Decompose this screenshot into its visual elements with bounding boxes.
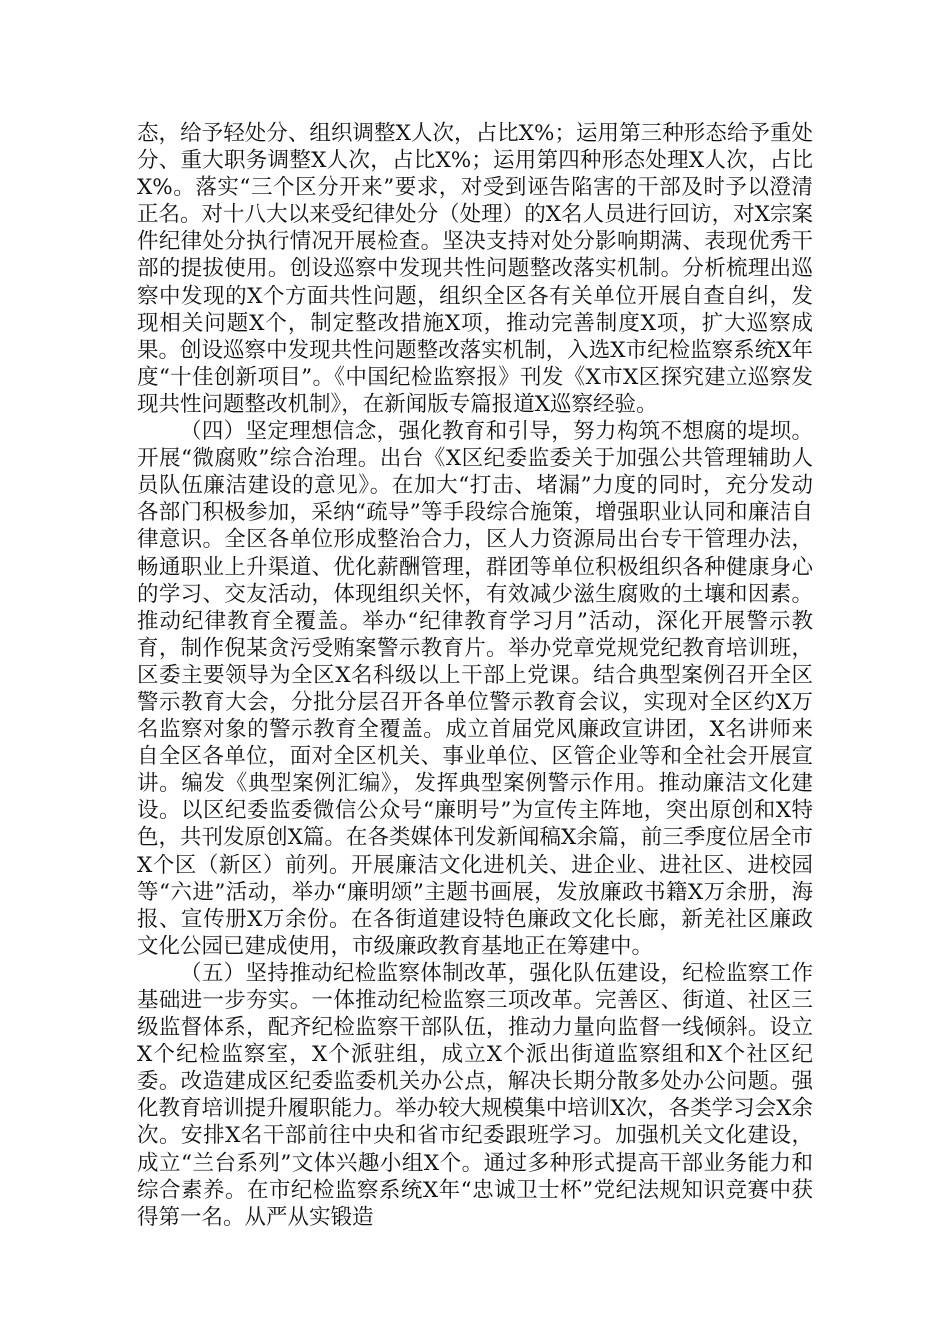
- paragraph-continued-third-section: 态，给予轻处分、组织调整X人次，占比X%；运用第三种形态给予重处分、重大职务调整X人次，占比X%；运用第四种形态处理X人次，占比X%。落实“三个区分开来”要求，对受到诬告陷害的干部及时予以澄清正名。对十八大以来受纪律处分（处理）的X名人员进行回访，对X宗案件纪律处分执行情况开展检查。坚决支持对处分影响期满、表现优秀干部的提拔使用。创设巡察中发现共性问题整改落实机制。分析梳理出巡察中发现的X个方面共性问题，组织全区各有关单位开展自查自纠，发现相关问题X个，制定整改措施X项，推动完善制度X项，扩大巡察成果。创设巡察中发现共性问题整改落实机制，入选X市纪检监察系统X年度“十佳创新项目”。《中国纪检监察报》刊发《X市X区探究建立巡察发现共性问题整改机制》，在新闻版专篇报道X巡察经验。: [137, 121, 813, 417]
- paragraph-section-five: （五）坚持推动纪检监察体制改革，强化队伍建设，纪检监察工作基础进一步夯实。一体推动纪检监察三项改革。完善区、街道、社区三级监督体系，配齐纪检监察干部队伍，推动力量向监督一线倾斜。设立X个纪检监察室，X个派驻组，成立X个派出街道监察组和X个社区纪委。改造建成区纪委监委机关办公点，解决长期分散多处办公问题。强化教育培训提升履职能力。举办较大规模集中培训X次，各类学习会X余次。安排X名干部前往中央和省市纪委跟班学习。加强机关文化建设，成立“兰台系列”文体兴趣小组X个。通过多种形式提高干部业务能力和综合素养。在市纪检监察系统X年“忠诚卫士杯”党纪法规知识竞赛中获得第一名。从严从实锻造: [137, 960, 813, 1230]
- document-body: [137, 120, 813, 1231]
- paragraph-section-four: （四）坚定理想信念，强化教育和引导，努力构筑不想腐的堤坝。开展“微腐败”综合治理。出台《X区纪委监委关于加强公共管理辅助人员队伍廉洁建设的意见》。在加大“打击、堵漏”力度的同时，充分发动各部门积极参加，采纳“疏导”等手段综合施策，增强职业认同和廉洁自律意识。全区各单位形成整治合力，区人力资源局出台专干管理办法，畅通职业上升渠道、优化薪酬管理，群团等单位积极组织各种健康身心的学习、交友活动，体现组织关怀，有效减少滋生腐败的土壤和因素。推动纪律教育全覆盖。举办“纪律教育学习月”活动，深化开展警示教育，制作倪某贪污受贿案警示教育片。举办党章党规党纪教育培训班，区委主要领导为全区X名科级以上干部上党课。结合典型案例召开全区警示教育大会，分批分层召开各单位警示教育会议，实现对全区约X万名监察对象的警示教育全覆盖。成立首届党风廉政宣讲团，X名讲师来自全区各单位，面对全区机关、事业单位、区管企业等和全社会开展宣讲。编发《典型案例汇编》，发挥典型案例警示作用。推动廉洁文化建设。以区纪委监委微信公众号“廉明号”为宣传主阵地，突出原创和X特色，共刊发原创X篇。在各类媒体刊发新闻稿X余篇，前三季度位居全市X个区（新区）前列。开展廉洁文化进机关、进企业、进社区、进校园等“六进”活动，举办“廉明颂”主题书画展，发放廉政书籍X万余册，海报、宣传册X万余份。在各街道建设特色廉政文化长廊，新羌社区廉政文化公园已建成使用，市级廉政教育基地正在筹建中。: [137, 419, 813, 959]
